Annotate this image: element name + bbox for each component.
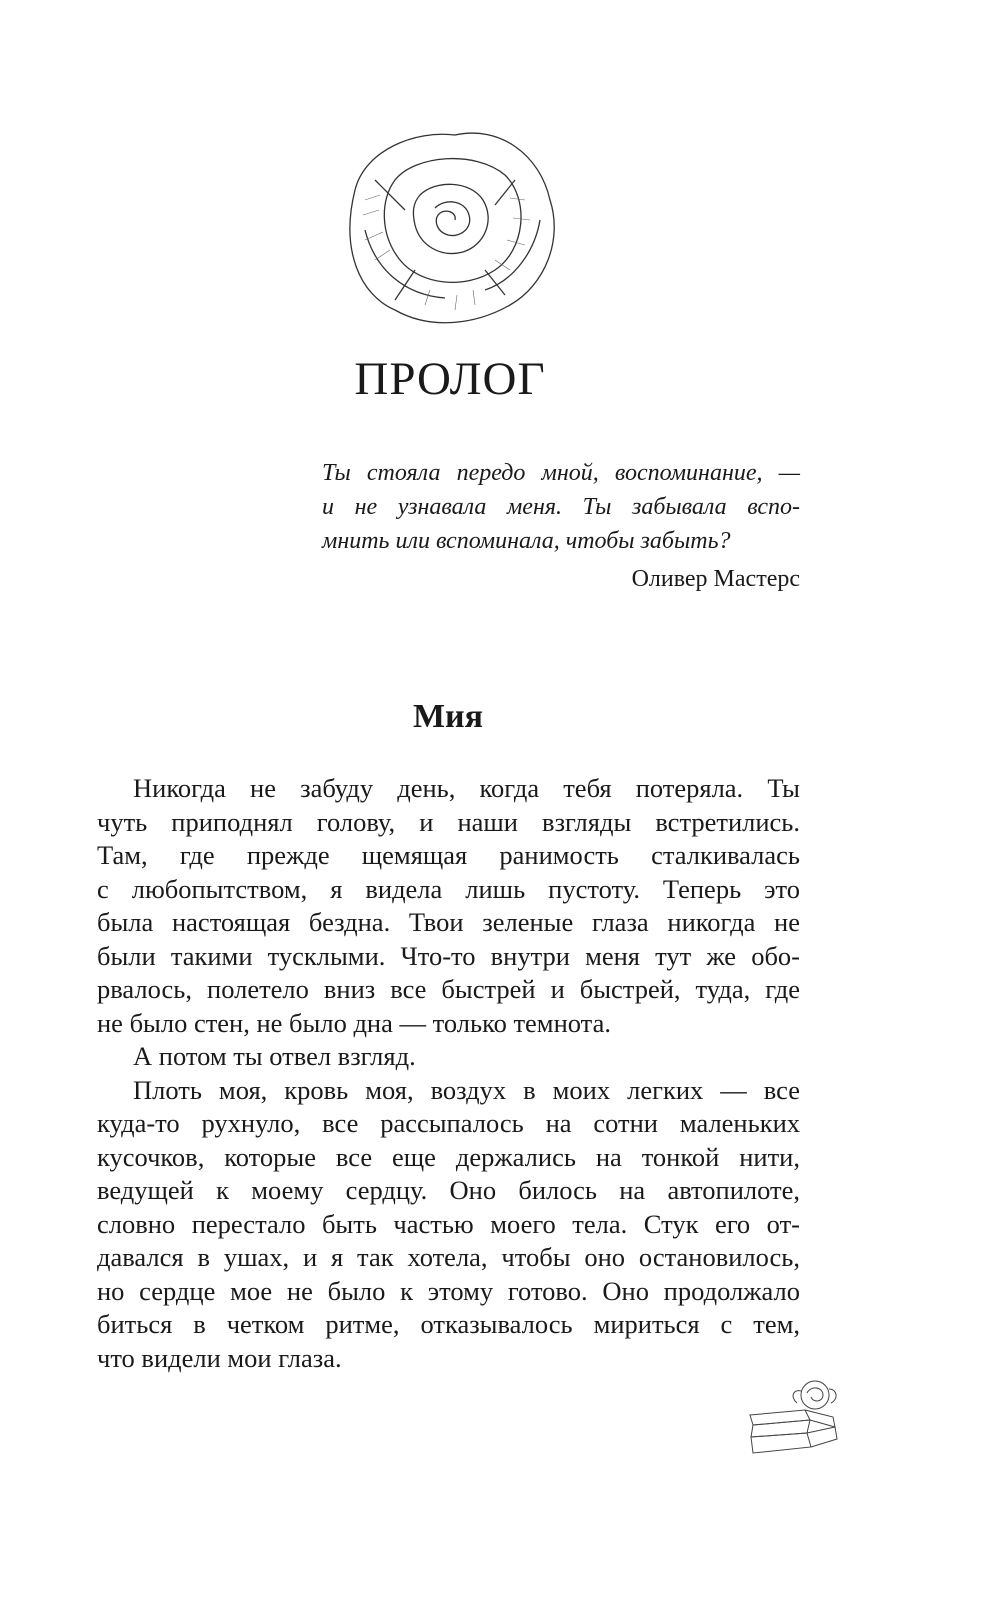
text-line: рвалось, полетело вниз все быстрей и быстрей, туда, где	[97, 974, 800, 1004]
epigraph-line: Ты стояла передо мной, воспоминание, —	[322, 460, 800, 486]
text-line: биться в четком ритме, отказывалось мириться с тем,	[97, 1309, 800, 1339]
text-line: была настоящая бездна. Твои зеленые глаза никогда не	[97, 907, 800, 937]
text-line: куда-то рухнуло, все рассыпалось на сотни маленьких	[97, 1108, 800, 1138]
text-line: Никогда не забуду день, когда тебя потеряла. Ты	[133, 773, 800, 803]
epigraph	[322, 456, 800, 558]
text-line: что видели мои глаза.	[97, 1342, 342, 1373]
chapter-title: ПРОЛОГ	[354, 353, 546, 405]
text-line: были такими тусклыми. Что-то внутри меня тут же обо-	[97, 940, 800, 971]
text-line: но сердце мое не было к этому готово. Оно продолжало	[97, 1275, 800, 1306]
text-line: Там, где прежде щемящая ранимость сталкивалась	[97, 840, 800, 870]
text-line: словно перестало быть частью моего тела. Стук его от-	[97, 1208, 800, 1239]
text-line: чуть приподнял голову, и наши взгляды встретились.	[97, 806, 800, 837]
section-title: Мия	[412, 698, 484, 735]
books-flower-ornament	[745, 1375, 845, 1460]
epigraph-line: и не узнавала меня. Ты забывала вспо-	[322, 494, 800, 520]
epigraph-line: мнить или вспоминала, чтобы забыть?	[322, 528, 731, 554]
epigraph-author: Оливер Мастерс	[631, 566, 800, 592]
text-line: не было стен, не было дна — только темнота.	[97, 1007, 611, 1038]
body-text	[97, 772, 800, 1375]
rose-illustration	[335, 120, 565, 335]
text-line: давался в ушах, и я так хотела, чтобы оно остановилось,	[97, 1242, 800, 1272]
text-line: ведущей к моему сердцу. Оно билось на автопилоте,	[97, 1175, 800, 1205]
text-line: кусочков, которые все еще держались на тонкой нити,	[97, 1141, 800, 1172]
text-line: Плоть моя, кровь моя, воздух в моих легких — все	[133, 1074, 800, 1105]
text-line: с любопытством, я видела лишь пустоту. Теперь это	[97, 873, 800, 904]
text-line: А потом ты отвел взгляд.	[133, 1041, 416, 1071]
